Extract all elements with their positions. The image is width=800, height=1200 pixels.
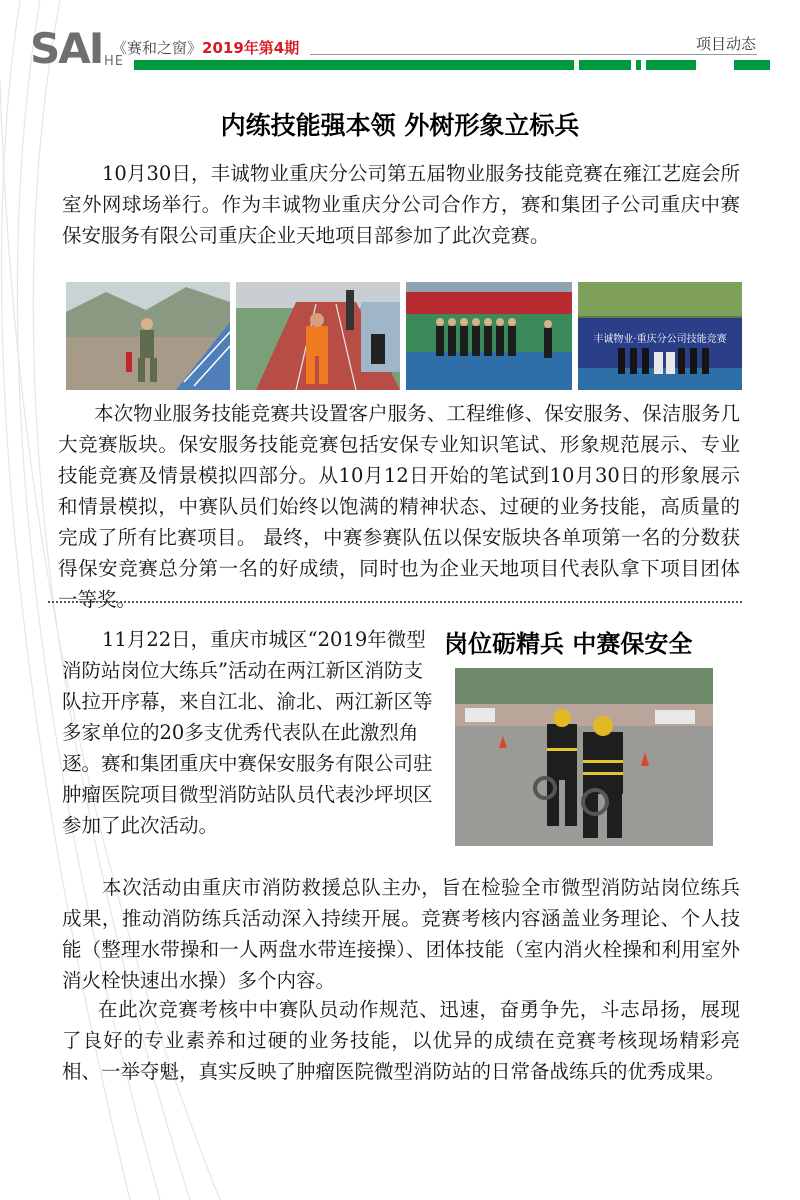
company-logo-sub: HE [104, 54, 124, 69]
article-2-paragraph-3: 在此次竞赛考核中中赛队员动作规范、迅速，奋勇争先，斗志昂扬，展现了良好的专业素养和过硬的业务技能，以优异的成绩在竞赛考核现场精彩亮相、一举夺魁，真实反映了肿瘤医院微型消防站的日常备战练兵的优秀成果。 [62, 998, 740, 1083]
article-2-paragraph-1: 11月22日，重庆市城区“2019年微型消防站岗位大练兵”活动在两江新区消防支队拉开序幕，来自江北、渝北、两江新区等多家单位的20多支优秀代表队在此激烈角逐。赛和集团重庆中赛保安服务有限公司驻肿瘤医院项目微型消防站队员代表沙坪坝区参加了此次活动。 [62, 628, 433, 837]
green-bar [134, 60, 574, 70]
header-rule [310, 54, 757, 55]
article-1-paragraph-2: 本次物业服务技能竞赛共设置客户服务、工程维修、保安服务、保洁服务几大竞赛版块。保安服务技能竞赛包括安保专业知识笔试、形象规范展示、专业技能竞赛及情景模拟四部分。从10月12日开始的笔试到10月30日的形象展示和情景模拟，中赛队员们始终以饱满的精神状态、过硬的业务技能，高质量的完成了所有比赛项目。 最终，中赛参赛队伍以保安版块各单项第一名的分数获得保安竞赛总分第一名的好成绩，同时也为企业天地项目代表队拿下项目团体一等奖。 [58, 402, 740, 611]
issue-number: 2019年第4期 [202, 39, 300, 57]
award-ceremony-photo [578, 282, 742, 390]
cleaner-orange-uniform-photo [236, 282, 400, 390]
guards-in-formation-photo [406, 282, 572, 390]
green-bar [579, 60, 631, 70]
section-divider [48, 601, 742, 603]
article-1-title: 内练技能强本领 外树形象立标兵 [220, 111, 580, 140]
magazine-title [112, 37, 299, 58]
ceremony-banner-text: 丰诚物业·重庆分公司技能竞赛 [593, 334, 727, 345]
security-guard-running-photo [66, 282, 230, 390]
article-1-paragraph-1: 10月30日，丰诚物业重庆分公司第五届物业服务技能竞赛在雍江艺庭会所室外网球场举行。作为丰诚物业重庆分公司合作方，赛和集团子公司重庆中赛保安服务有限公司重庆企业天地项目部参加了此次竞赛。 [62, 162, 740, 247]
green-bar [734, 60, 770, 70]
company-logo: SAI [30, 24, 103, 73]
magazine-name: 《赛和之窗》 [112, 39, 203, 57]
green-bar [636, 60, 641, 70]
section-label: 项目动态 [695, 35, 756, 53]
article-2-title: 岗位砺精兵 中赛保安全 [444, 630, 693, 658]
firefighters-hose-drill-photo [455, 668, 713, 846]
header-green-bars [134, 60, 770, 70]
article-2-paragraph-2: 本次活动由重庆市消防救援总队主办，旨在检验全市微型消防站岗位练兵成果，推动消防练兵活动深入持续开展。竞赛考核内容涵盖业务理论、个人技能（整理水带操和一人两盘水带连接操）、团体技能（室内消火栓操和利用室外消火栓快速出水操）多个内容。 [62, 876, 740, 992]
green-bar [646, 60, 696, 70]
